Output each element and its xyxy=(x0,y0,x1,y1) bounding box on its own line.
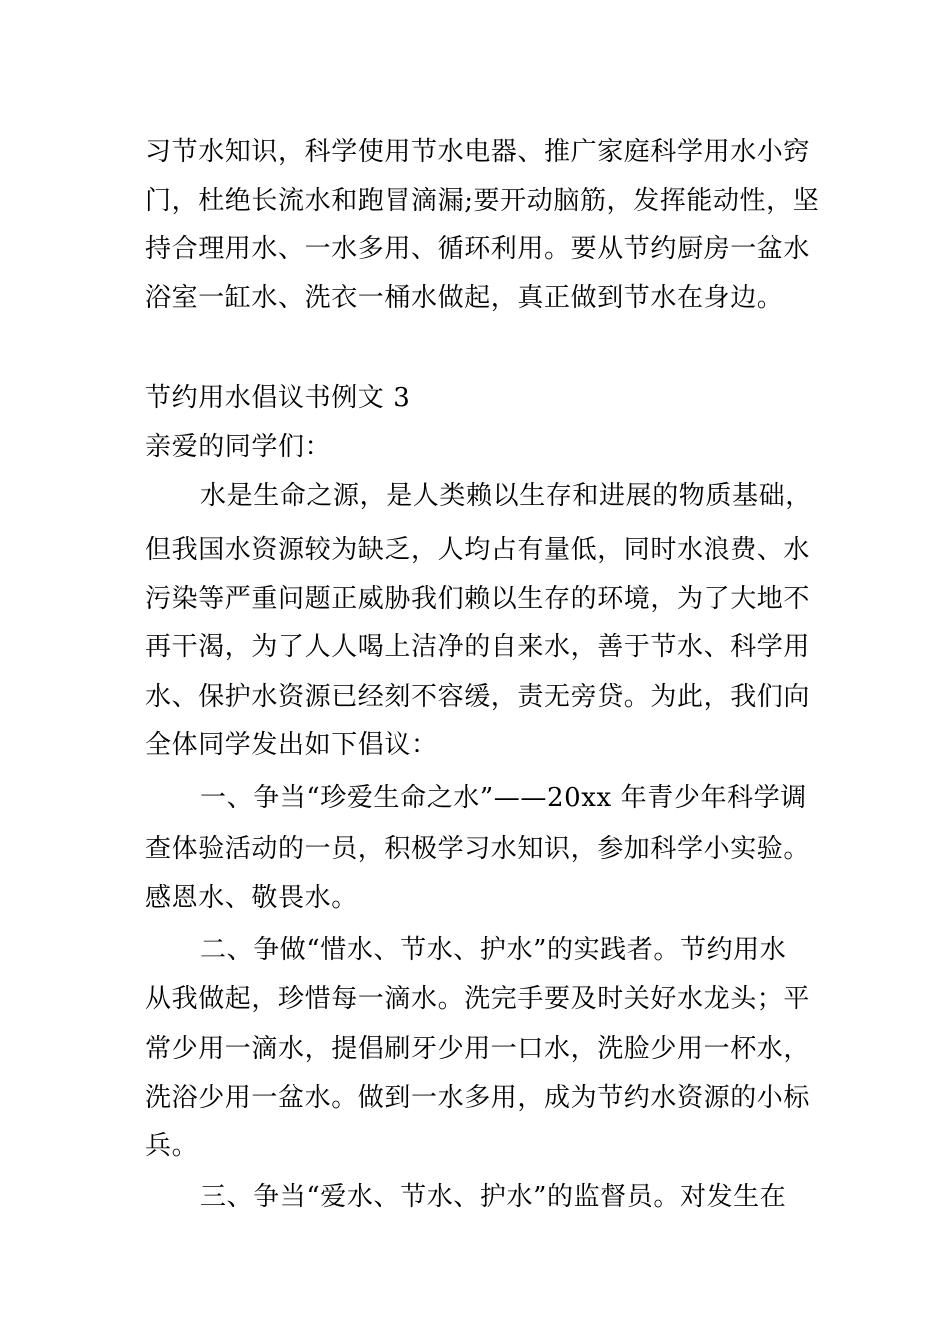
paragraph-line: 持合理用水、一水多用、循环利用。要从节约厨房一盆水 xyxy=(145,234,811,264)
paragraph-line: 三、争当“爱水、节水、护水”的监督员。对发生在 xyxy=(200,1182,787,1212)
paragraph-line: 水、保护水资源已经刻不容缓，责无旁贷。为此，我们向 xyxy=(145,682,811,712)
paragraph-line: 从我做起，珍惜每一滴水。洗完手要及时关好水龙头；平 xyxy=(145,984,811,1014)
paragraph-line: 二、争做“惜水、节水、护水”的实践者。节约用水 xyxy=(200,935,787,965)
paragraph-line: 一、争当“珍爱生命之水”——20xx 年青少年科学调 xyxy=(200,783,807,813)
paragraph-line: 感恩水、敬畏水。 xyxy=(145,883,358,913)
paragraph-line: 再干渴，为了人人喝上洁净的自来水，善于节水、科学用 xyxy=(145,632,811,662)
paragraph-line: 常少用一滴水，提倡刷牙少用一口水，洗脸少用一杯水， xyxy=(145,1034,811,1064)
section-title: 节约用水倡议书例文 3 xyxy=(145,383,411,413)
paragraph-line: 兵。 xyxy=(145,1131,199,1161)
paragraph-line: 门，杜绝长流水和跑冒滴漏;要开动脑筋，发挥能动性，坚 xyxy=(145,186,820,216)
paragraph-line: 全体同学发出如下倡议： xyxy=(145,730,438,760)
paragraph-line: 习节水知识，科学使用节水电器、推广家庭科学用水小窍 xyxy=(145,137,811,167)
greeting: 亲爱的同学们： xyxy=(145,432,332,462)
paragraph-line: 浴室一缸水、洗衣一桶水做起，真正做到节水在身边。 xyxy=(145,283,784,313)
paragraph-line: 查体验活动的一员，积极学习水知识，参加科学小实验。 xyxy=(145,834,811,864)
paragraph-line: 水是生命之源，是人类赖以生存和进展的物质基础， xyxy=(200,481,812,511)
paragraph-line: 但我国水资源较为缺乏，人均占有量低，同时水浪费、水 xyxy=(145,535,811,565)
paragraph-line: 污染等严重问题正威胁我们赖以生存的环境，为了大地不 xyxy=(145,584,811,614)
paragraph-line: 洗浴少用一盆水。做到一水多用，成为节约水资源的小标 xyxy=(145,1083,811,1113)
